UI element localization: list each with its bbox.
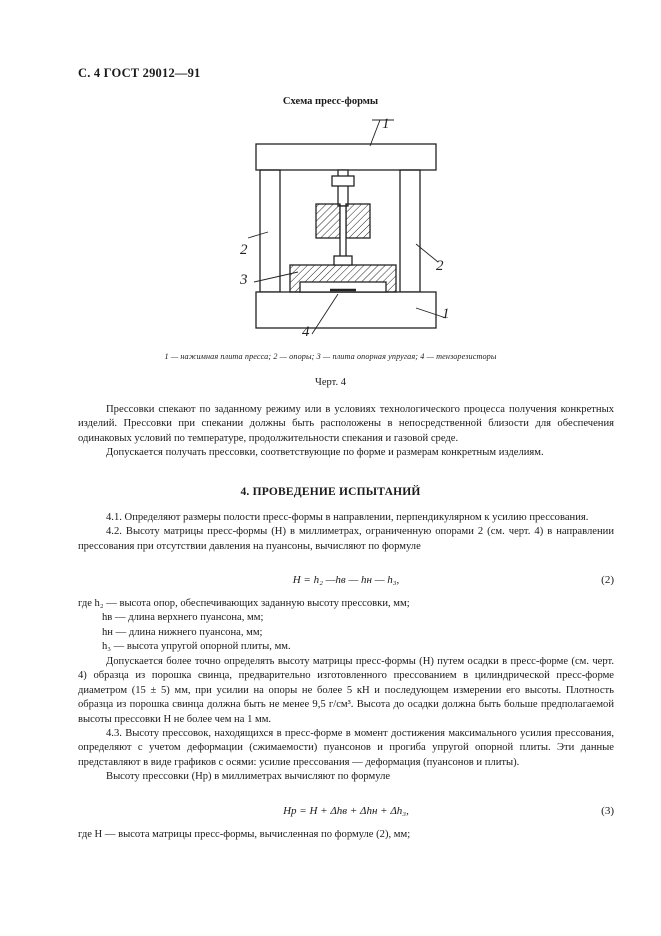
paragraph-block-3 [78, 655, 614, 785]
paragraph-compact-height: Высоту прессовки (Hр) в миллиметрах вычисляют по формуле [106, 771, 391, 783]
section-heading: 4. ПРОВЕДЕНИЕ ИСПЫТАНИЙ [240, 486, 421, 498]
definition-h3: h₃ — высота упругой опорной плиты, мм. [102, 641, 291, 653]
top-press-plate [256, 144, 436, 170]
right-support [400, 170, 420, 292]
formula-3-expression: Hр = H + Δhв + Δhн + Δh₃, [283, 805, 409, 817]
formula-3-number: (3) [601, 805, 614, 817]
formula-2 [78, 574, 614, 586]
paragraph-block-2 [78, 511, 614, 554]
paragraph-sintering: Прессовки спекают по заданному режиму или в условиях технологического процесса получения конкретных изделий. Прессовки при спекании должны быть расположены в непосредственной близости для обеспечения одинаковых условий по температуре, продолжительности спекания и газовой среде. [78, 404, 614, 444]
paragraph-lead-sample: Допускается более точно определять высоту матрицы пресс-формы (H) путем осадки в пресс-форме (см. черт. 4) образца из порошка свинца, предварительно изготовленного прессованием в цилиндрической пресс-форме диаметром (15 ± 5) мм, при усилии на опоры не более 5 кН и последующем измерении его высоты. Плотность образца из порошка свинца должна быть не менее 9,5 г/см³. Высота до осадки должна быть больше предполагаемой высоты прессовки H не более чем на 1 мм. [78, 656, 614, 725]
definition-hv: hв — длина верхнего пуансона, мм; [102, 612, 264, 624]
callout-2-left: 2 [240, 242, 248, 258]
die-right [346, 204, 370, 238]
callout-1-bottom: 1 [442, 306, 450, 322]
definitions-list [78, 597, 614, 655]
formula-2-number: (2) [601, 574, 614, 586]
paragraph-4-3: 4.3. Высоту прессовок, находящихся в пресс-форме в момент достижения максимального усилия прессования, определяют с учетом деформации (сжимаемости) пуансонов и прогиба упругой опорной плиты. Эти данные представляют в виде графиков с осями: усилие прессования — деформация (пуансонов и плиты). [78, 728, 614, 768]
callout-3: 3 [240, 272, 248, 288]
lower-punch [334, 256, 352, 265]
page-header: С. 4 ГОСТ 29012—91 [78, 66, 201, 80]
bottom-press-plate [256, 292, 436, 328]
left-support [260, 170, 280, 292]
definition-H: где H — высота матрицы пресс-формы, вычисленная по формуле (2), мм; [78, 829, 411, 840]
paragraph-block-1 [78, 403, 614, 461]
paragraph-4-1: 4.1. Определяют размеры полости пресс-формы в направлении, перпендикулярном к усилию прессования. [106, 512, 589, 523]
definition-h2: где h₂ — высота опор, обеспечивающих заданную высоту прессовки, мм; [78, 598, 410, 609]
callout-2-right: 2 [436, 258, 444, 274]
paragraph-4-2: 4.2. Высоту матрицы пресс-формы (H) в миллиметрах, ограниченную опорами 2 (см. черт. 4) в направлении прессования при отсутствии давления на пуансоны, вычисляют по формуле [78, 526, 614, 552]
definition-hn: hн — длина нижнего пуансона, мм; [102, 626, 263, 638]
callout-4: 4 [302, 324, 310, 340]
die-left [316, 204, 340, 238]
callout-1-top: 1 [382, 116, 390, 132]
press-mold-diagram [220, 112, 450, 344]
paragraph-allowed: Допускается получать прессовки, соответствующие по форме и размерам конкретным изделиям. [106, 447, 544, 459]
formula-2-expression: H = h₂ —hв — hн — h₃, [292, 574, 400, 586]
figure-caption: Черт. 4 [315, 377, 346, 388]
formula-3 [78, 805, 614, 817]
paragraph-block-4 [78, 828, 614, 842]
figure-legend: 1 — нажимная плита пресса; 2 — опоры; 3 — плита опорная упругая; 4 — тензорезисторы [164, 352, 497, 361]
figure-title: Схема пресс-формы [282, 96, 379, 107]
